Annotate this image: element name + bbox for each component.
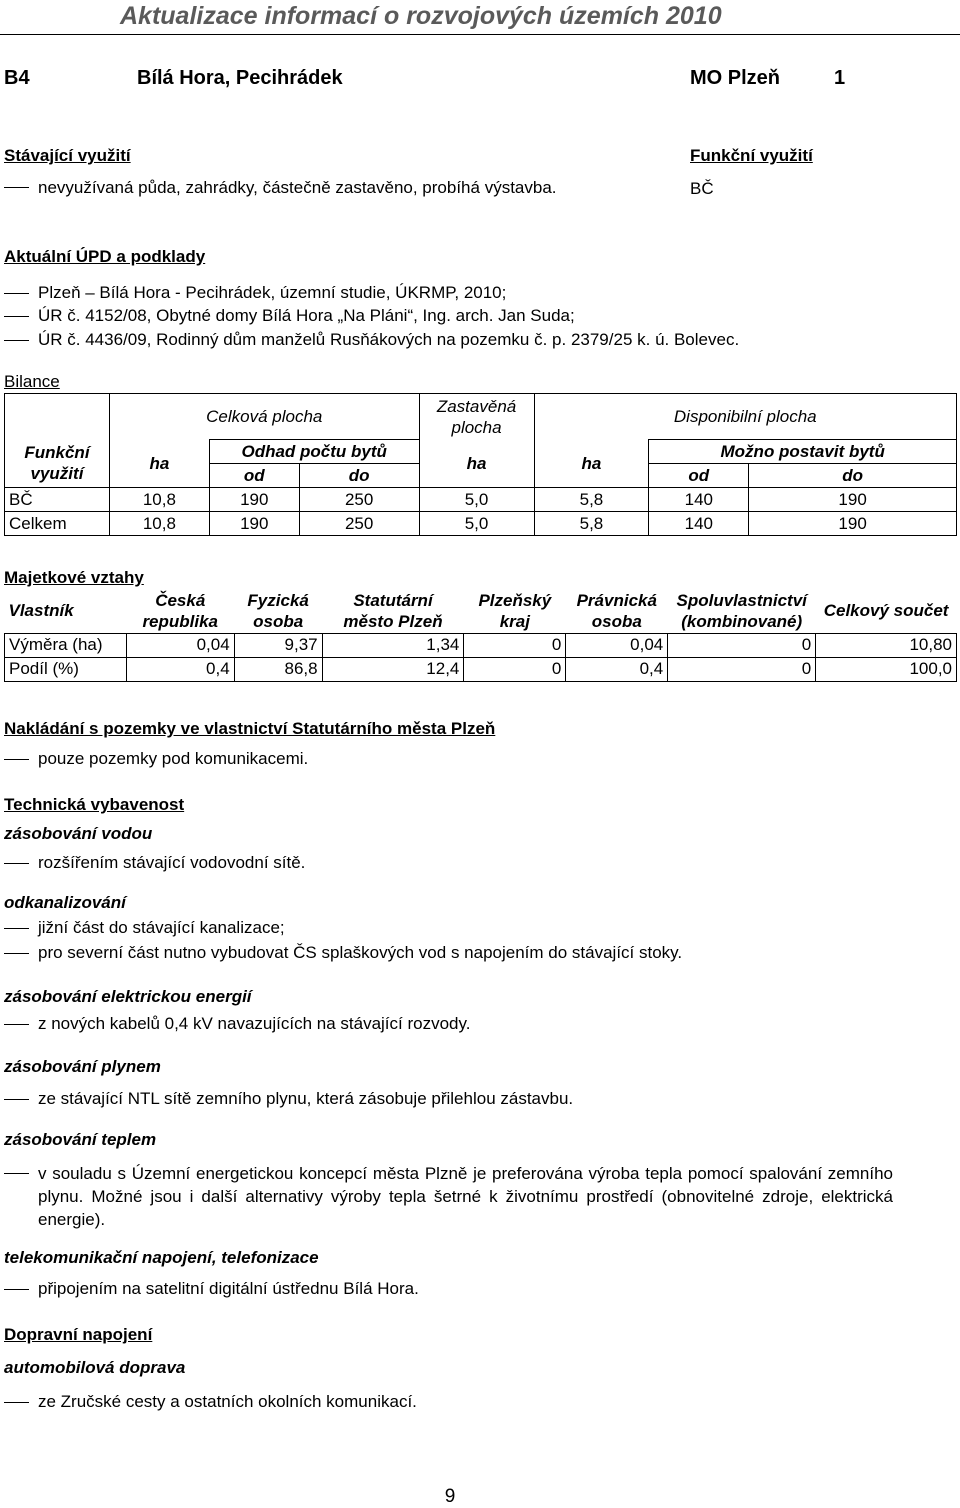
majetkove-header: Spoluvlastnictví (kombinované) [676, 590, 807, 631]
bilance-row-label: BČ [5, 488, 110, 512]
majetkove-row-label: Podíl (%) [5, 657, 127, 681]
table-row [5, 512, 957, 536]
bilance-cell: 190 [749, 488, 957, 512]
majetkove-cell: 0 [668, 657, 816, 681]
majetkove-heading: Majetkové vztahy [4, 568, 144, 587]
document-title: Aktualizace informací o rozvojových územích 2010 [120, 2, 722, 30]
upd-heading: Aktuální ÚPD a podklady [4, 247, 206, 266]
bilance-ha-header: ha [419, 440, 534, 488]
bilance-cell: 5,0 [419, 488, 534, 512]
water-item: rozšířením stávající vodovodní sítě. [38, 853, 306, 872]
bilance-table [4, 393, 957, 536]
majetkove-cell: 0 [668, 633, 816, 657]
majetkove-header: Česká republika [142, 590, 219, 631]
majetkove-cell: 100,0 [816, 657, 957, 681]
majetkove-cell: 0,04 [126, 633, 234, 657]
majetkove-row-label: Výměra (ha) [5, 633, 127, 657]
majetkove-cell: 0,4 [566, 657, 668, 681]
majetkove-header: Plzeňský kraj [478, 590, 552, 631]
table-row [5, 633, 957, 657]
sewer-item: pro severní část nutno vybudovat ČS splaškových vod s napojením do stávající stoky. [38, 943, 683, 962]
majetkove-header: Celkový součet [823, 601, 949, 621]
nakladani-item: pouze pozemky pod komunikacemi. [38, 749, 309, 768]
dopravni-heading: Dopravní napojení [4, 1325, 153, 1344]
majetkove-cell: 9,37 [234, 633, 322, 657]
area-code: B4 [4, 67, 30, 89]
bullet-dash [4, 1173, 29, 1174]
bilance-cell: 190 [749, 512, 957, 536]
bilance-disponibilni-header: Disponibilní plocha [534, 394, 956, 440]
table-row [5, 488, 957, 512]
bullet-dash [4, 1099, 29, 1100]
bilance-od-header: od [209, 464, 299, 488]
majetkove-cell: 1,34 [322, 633, 464, 657]
bilance-celkova-header: Celková plocha [109, 394, 419, 440]
bilance-cell: 250 [299, 488, 419, 512]
majetkove-cell: 0,04 [566, 633, 668, 657]
bullet-dash [4, 953, 29, 954]
bullet-dash [4, 1289, 29, 1290]
bilance-cell: 250 [299, 512, 419, 536]
bilance-cell: 140 [649, 488, 749, 512]
page-header [0, 0, 960, 35]
section-title-electricity: zásobování elektrickou energií [4, 987, 252, 1006]
bilance-od-header: od [649, 464, 749, 488]
section-title-sewer: odkanalizování [4, 893, 126, 912]
page-number: 9 [444, 1486, 456, 1507]
bullet-dash [4, 1024, 29, 1025]
bullet-dash [4, 863, 29, 864]
majetkove-header: Vlastník [8, 600, 74, 620]
bilance-funkcni-header: Funkční využití [5, 440, 110, 488]
bilance-ha-header: ha [534, 440, 649, 488]
majetkove-cell: 12,4 [322, 657, 464, 681]
cars-item: ze Zručské cesty a ostatních okolních komunikací. [38, 1392, 417, 1411]
bullet-dash [4, 340, 29, 341]
bilance-cell: 5,8 [534, 488, 649, 512]
bilance-cell: 190 [209, 512, 299, 536]
technicka-heading: Technická vybavenost [4, 795, 185, 814]
section-title-heat: zásobování teplem [4, 1130, 157, 1149]
electricity-item: z nových kabelů 0,4 kV navazujících na stávající rozvody. [38, 1014, 471, 1033]
section-title-telecom: telekomunikační napojení, telefonizace [4, 1248, 319, 1267]
bilance-zastavena-header: Zastavěná plocha [419, 394, 534, 440]
area-name: Bílá Hora, Pecihrádek [137, 67, 343, 89]
majetkove-cell: 10,80 [816, 633, 957, 657]
area-district: MO Plzeň [690, 67, 781, 89]
current-use-item: nevyužívaná půda, zahrádky, částečně zastavěno, probíhá výstavba. [38, 178, 557, 197]
area-number: 1 [834, 67, 846, 89]
bilance-odhad-header: Odhad počtu bytů [209, 440, 419, 464]
bilance-cell: 5,8 [534, 512, 649, 536]
functional-use-heading: Funkční využití [690, 146, 813, 165]
sewer-item: jižní část do stávající kanalizace; [38, 918, 285, 937]
majetkove-header: Fyzická osoba [247, 590, 309, 631]
heat-item: v souladu s Územní energetickou koncepcí města Plzně je preferována výroba tepla pomocí spalování zemního plynu. Možné jsou i další alternativy výroby tepla šetrné k životnímu prostředí (obnovitelné zdroje, elektrická energie). [38, 1164, 893, 1229]
bullet-dash [4, 759, 29, 760]
section-title-gas: zásobování plynem [4, 1057, 161, 1076]
bilance-mozno-header: Možno postavit bytů [649, 440, 957, 464]
current-use-heading: Stávající využití [4, 146, 131, 165]
majetkove-cell: 0 [464, 633, 566, 657]
bullet-dash [4, 928, 29, 929]
functional-use-value: BČ [690, 179, 714, 198]
majetkove-header: Právnická osoba [576, 590, 657, 631]
bilance-cell: 10,8 [109, 512, 209, 536]
bilance-do-header: do [749, 464, 957, 488]
section-title-cars: automobilová doprava [4, 1358, 186, 1377]
bilance-heading: Bilance [4, 372, 60, 391]
bilance-row-label: Celkem [5, 512, 110, 536]
upd-item: ÚR č. 4152/08, Obytné domy Bílá Hora „Na Pláni“, Ing. arch. Jan Suda; [38, 306, 575, 325]
nakladani-heading: Nakládání s pozemky ve vlastnictví Statutárního města Plzeň [4, 719, 496, 738]
bilance-cell: 10,8 [109, 488, 209, 512]
bilance-cell: 5,0 [419, 512, 534, 536]
majetkove-cell: 0,4 [126, 657, 234, 681]
bullet-dash [4, 187, 29, 188]
majetkove-cell: 86,8 [234, 657, 322, 681]
bilance-cell: 190 [209, 488, 299, 512]
majetkove-header: Statutární město Plzeň [343, 590, 443, 631]
majetkove-cell: 0 [464, 657, 566, 681]
bilance-ha-header: ha [109, 440, 209, 488]
gas-item: ze stávající NTL sítě zemního plynu, která zásobuje přilehlou zástavbu. [38, 1089, 574, 1108]
bilance-do-header: do [299, 464, 419, 488]
table-row [5, 657, 957, 681]
section-title-water: zásobování vodou [4, 824, 153, 843]
upd-item: ÚR č. 4436/09, Rodinný dům manželů Rusňákových na pozemku č. p. 2379/25 k. ú. Bolevec. [38, 330, 740, 349]
bullet-dash [4, 1402, 29, 1403]
upd-item: Plzeň – Bílá Hora - Pecihrádek, územní studie, ÚKRMP, 2010; [38, 283, 507, 302]
telecom-item: připojením na satelitní digitální ústřednu Bílá Hora. [38, 1279, 419, 1298]
majetkove-table [4, 589, 957, 682]
bullet-dash [4, 316, 29, 317]
bilance-cell: 140 [649, 512, 749, 536]
bullet-dash [4, 293, 29, 294]
